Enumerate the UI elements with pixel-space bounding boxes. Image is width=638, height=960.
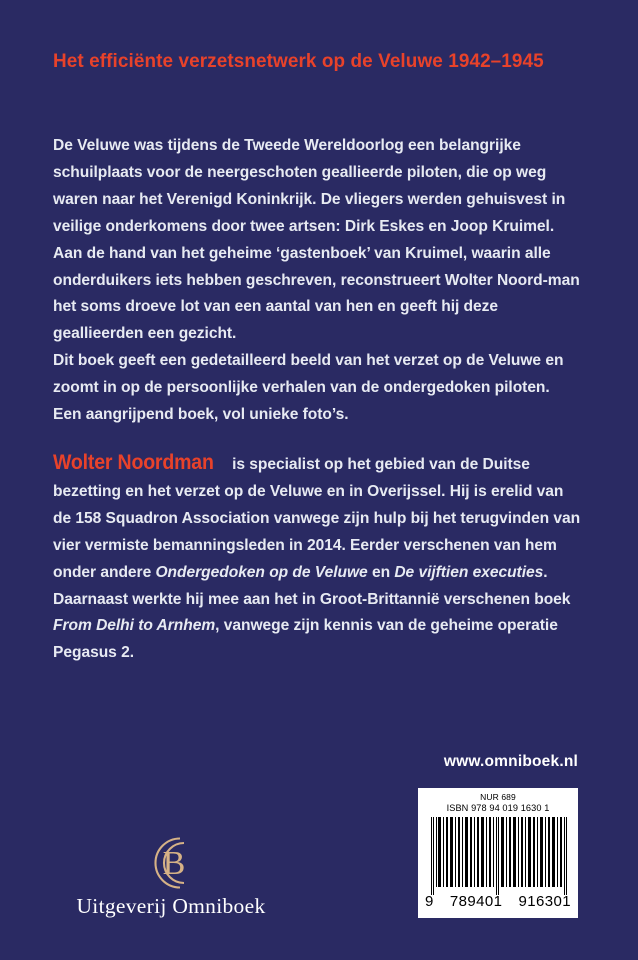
barcode-digit-group-1: 789401 [449,892,503,910]
omniboek-logo-icon [134,833,208,893]
bio-text-4: , vanwege zijn kennis van de geheime operatie Pegasus 2. [53,617,558,662]
barcode-digit-left: 9 [425,892,434,910]
author-name: Wolter Noordman [53,451,214,474]
bio-text-1: is specialist op het gebied van de Duitse bezetting en het verzet op de Veluwe en in Overijssel. Hij is erelid van de 158 Squadron Association vanwege zijn hulp bij het terugvinden van vier vermiste bemanningsleden in 2014. Eerder verschenen van hem onder andere [53,456,581,581]
book-title-vijftien-executies: De vijftien executies [394,563,544,581]
blurb-text-block [53,133,580,429]
book-title-ondergedoken: Ondergedoken op de Veluwe [155,563,368,581]
isbn-label: ISBN 978 94 019 1630 1 [446,803,550,813]
author-bio-paragraph [53,450,583,667]
blurb-paragraph-1: De Veluwe was tijdens de Tweede Wereldoorlog een belangrijke schuilplaats voor de neergeschoten geallieerde piloten, die op weg waren naar het Verenigd Koninkrijk. De vliegers werden gehuisvest in veilige onderkomens door twee artsen: Dirk Eskes en Joop Kruimel. Aan de hand van het geheime ‘gastenboek’ van Kruimel, waarin alle onderduikers iets hebben geschreven, reconstrueert Wolter Noord-man het soms droeve lot van een aantal van hen en geeft hij deze geallieerden een gezicht. [53,137,580,343]
blurb-paragraph-2: Dit boek geeft een gedetailleerd beeld van het verzet op de Veluwe en zoomt in op de persoonlijke verhalen van de ondergedoken piloten. Een aangrijpend boek, vol unieke foto’s. [53,352,564,424]
publisher-website-url[interactable]: www.omniboek.nl [443,753,578,770]
publisher-block [53,833,289,919]
barcode-digit-group-2: 916301 [518,892,571,910]
publisher-name: Uitgeverij Omniboek [76,894,266,918]
bio-text-2: en [367,563,395,581]
barcode-block [418,788,578,918]
cover-title: Het efficiënte verzetsnetwerk op de Veluwe 1942–1945 [53,50,544,72]
bio-text-3: . Daarnaast werkte hij mee aan het in Groot-Brittannië verschenen boek [53,563,571,608]
logo-letter-b: B [162,845,186,882]
book-title-from-delhi-to-arnhem: From Delhi to Arnhem [53,617,216,635]
ean13-barcode-icon [427,817,570,895]
barcode-digits [423,894,573,909]
nur-code-label: NUR 689 [480,792,516,802]
author-bio-block [53,450,583,667]
